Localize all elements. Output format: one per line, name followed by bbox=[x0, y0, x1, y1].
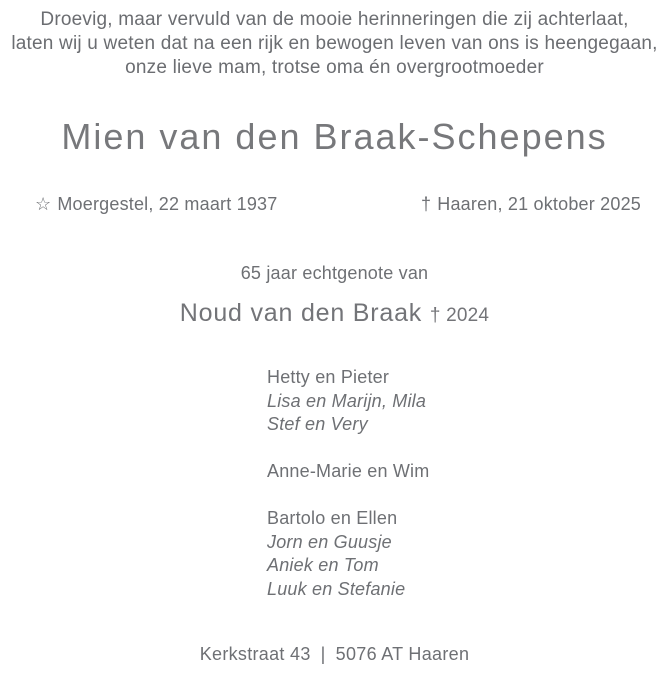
family-line: Anne-Marie en Wim bbox=[267, 461, 430, 481]
deceased-name: Mien van den Braak-Schepens bbox=[61, 116, 608, 157]
family-group bbox=[267, 366, 429, 437]
spouse-intro-text: 65 jaar echtgenote van bbox=[240, 263, 429, 283]
spouse-name: Noud van den Braak bbox=[179, 299, 423, 327]
birth-date bbox=[35, 194, 277, 215]
family-line: Jorn en Guusje bbox=[267, 531, 392, 552]
birth-star-icon: ☆ bbox=[35, 194, 52, 214]
spouse-death-year: † 2024 bbox=[429, 305, 490, 326]
address-city: 5076 AT Haaren bbox=[335, 644, 470, 664]
family-line: Aniek en Tom bbox=[267, 555, 379, 575]
intro-line-1: Droevig, maar vervuld van de mooie herinneringen die zij achterlaat, bbox=[40, 9, 629, 30]
death-date bbox=[421, 194, 641, 215]
life-dates bbox=[35, 194, 641, 215]
family-line: Luuk en Stefanie bbox=[267, 578, 406, 599]
family-group bbox=[267, 507, 429, 601]
spouse-name-line bbox=[0, 299, 669, 328]
intro-text bbox=[0, 8, 669, 80]
family-list bbox=[267, 366, 429, 601]
death-dagger-icon: † bbox=[421, 194, 432, 214]
intro-line-2: laten wij u weten dat na een rijk en bewogen leven van ons is heengegaan, bbox=[11, 33, 658, 54]
family-group bbox=[267, 460, 429, 484]
family-line: Stef en Very bbox=[267, 414, 368, 434]
family-line: Lisa en Marijn, Mila bbox=[267, 390, 427, 411]
intro-line-3: onze lieve mam, trotse oma én overgrootmoeder bbox=[125, 57, 544, 78]
address-separator: | bbox=[320, 644, 326, 664]
family-line: Hetty en Pieter bbox=[267, 367, 390, 387]
family-line: Bartolo en Ellen bbox=[267, 508, 398, 528]
birth-date-text: Moergestel, 22 maart 1937 bbox=[57, 194, 278, 214]
address-line bbox=[0, 644, 669, 665]
death-date-text: Haaren, 21 oktober 2025 bbox=[437, 194, 641, 214]
address-street: Kerkstraat 43 bbox=[199, 644, 311, 664]
